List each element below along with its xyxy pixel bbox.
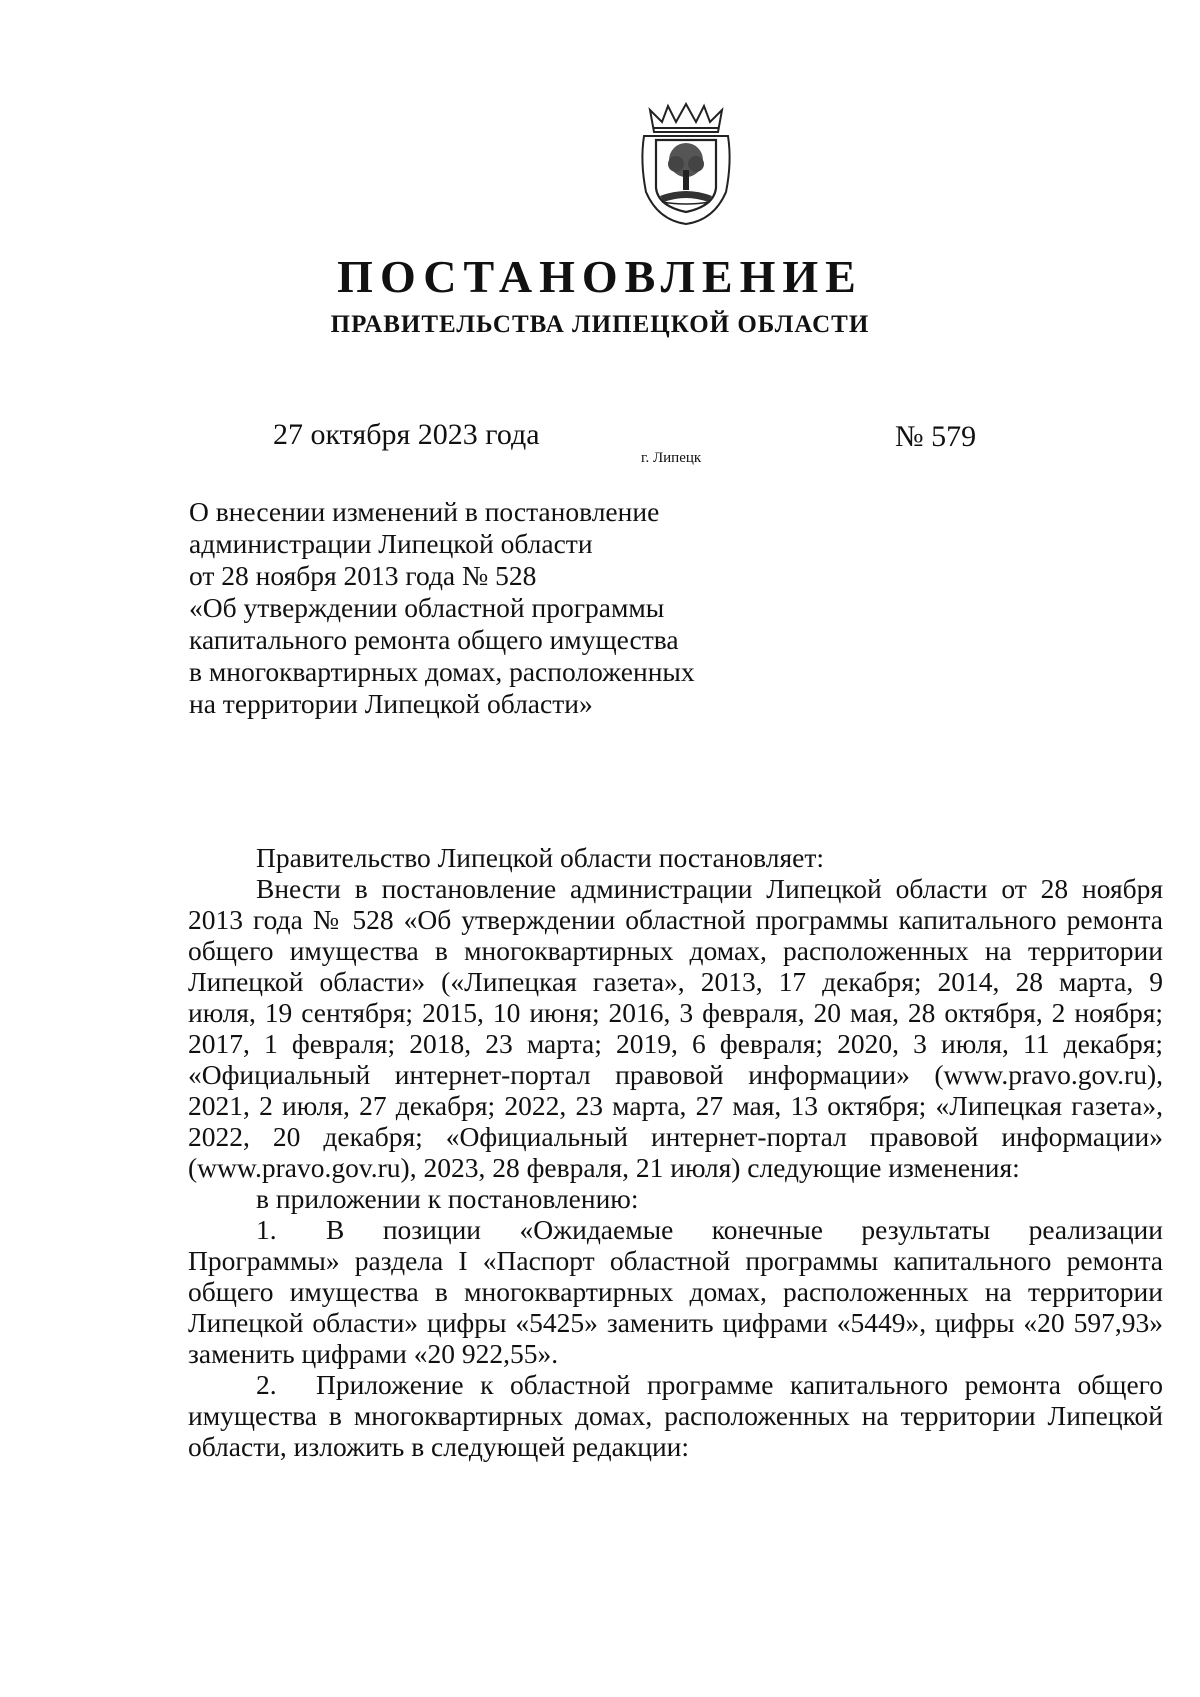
item-2-text: Приложение к областной программе капитального ремонта общего bbox=[316, 1369, 1163, 1400]
subject-line: «Об утверждении областной программы bbox=[189, 592, 665, 623]
appendix-intro: в приложении к постановлению: bbox=[256, 1183, 639, 1214]
item-2-line: области, изложить в следующей редакции: bbox=[188, 1431, 690, 1462]
item-1-line: Программы» раздела I «Паспорт областной программы капитального ремонта bbox=[188, 1245, 1163, 1276]
preamble: Правительство Липецкой области постановляет: bbox=[256, 842, 825, 873]
body-line: 2021, 2 июля, 27 декабря; 2022, 23 марта, 27 мая, 13 октября; «Липецкая газета», bbox=[188, 1090, 1163, 1121]
item-1-line: заменить цифрами «20 922,55». bbox=[188, 1338, 559, 1369]
item-2-number: 2. bbox=[256, 1369, 277, 1400]
item-1-line: общего имущества в многоквартирных домах, расположенных на территории bbox=[188, 1276, 1163, 1307]
subject-line: в многоквартирных домах, расположенных bbox=[189, 656, 695, 687]
body-line: июля, 19 сентября; 2015, 10 июня; 2016, 3 февраля, 20 мая, 28 октября, 2 ноября; bbox=[188, 997, 1163, 1028]
document-subject bbox=[189, 496, 695, 720]
document-number: № 579 bbox=[895, 420, 977, 453]
body-line: общего имущества в многоквартирных домах, расположенных на территории bbox=[188, 935, 1163, 966]
document-title: ПОСТАНОВЛЕНИЕ bbox=[337, 251, 863, 302]
body-line: Внести в постановление администрации Липецкой области от 28 ноября bbox=[256, 873, 1163, 904]
coat-of-arms-icon bbox=[636, 102, 736, 226]
document-body bbox=[188, 842, 1163, 1462]
item-2-line: имущества в многоквартирных домах, расположенных на территории Липецкой bbox=[188, 1400, 1163, 1431]
item-1-line: Липецкой области» цифры «5425» заменить цифрами «5449», цифры «20 597,93» bbox=[188, 1307, 1163, 1338]
body-line: «Официальный интернет-портал правовой информации» (www.pravo.gov.ru), bbox=[188, 1059, 1163, 1090]
body-line: 2022, 20 декабря; «Официальный интернет-портал правовой информации» bbox=[188, 1121, 1163, 1152]
document-subtitle: ПРАВИТЕЛЬСТВА ЛИПЕЦКОЙ ОБЛАСТИ bbox=[330, 311, 870, 338]
subject-line: на территории Липецкой области» bbox=[189, 688, 593, 719]
subject-line: от 28 ноября 2013 года № 528 bbox=[189, 560, 537, 591]
document-city: г. Липецк bbox=[641, 450, 702, 466]
subject-line: капитального ремонта общего имущества bbox=[189, 624, 679, 655]
item-1-text: В позиции «Ожидаемые конечные результаты реализации bbox=[326, 1214, 1163, 1245]
document-date: 27 октября 2023 года bbox=[273, 418, 540, 451]
subject-line: администрации Липецкой области bbox=[189, 528, 593, 559]
item-1-number: 1. bbox=[256, 1214, 277, 1245]
item-1-first-line bbox=[188, 1214, 1163, 1245]
body-line: 2013 года № 528 «Об утверждении областной программы капитального ремонта bbox=[188, 904, 1163, 935]
body-line: 2017, 1 февраля; 2018, 23 марта; 2019, 6 февраля; 2020, 3 июля, 11 декабря; bbox=[188, 1028, 1163, 1059]
item-2-first-line bbox=[188, 1369, 1163, 1400]
body-line: (www.pravo.gov.ru), 2023, 28 февраля, 21 июля) следующие изменения: bbox=[188, 1152, 1020, 1183]
subject-line: О внесении изменений в постановление bbox=[189, 496, 660, 527]
body-line: Липецкой области» («Липецкая газета», 2013, 17 декабря; 2014, 28 марта, 9 bbox=[188, 966, 1163, 997]
